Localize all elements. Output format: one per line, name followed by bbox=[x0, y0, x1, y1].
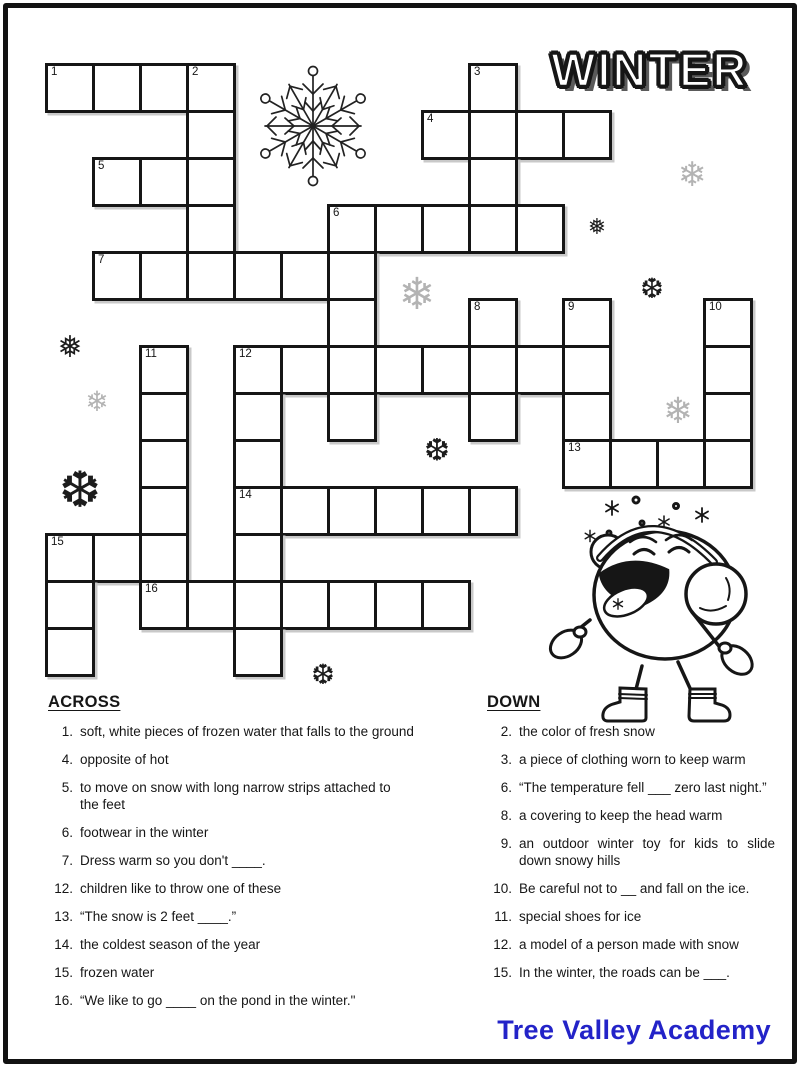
snowflake-icon: ❆ bbox=[311, 658, 335, 691]
cell-number-label: 5 bbox=[98, 160, 105, 172]
across-clue-12 bbox=[47, 881, 457, 898]
across-clue-4 bbox=[47, 752, 457, 769]
crossword-cell-r11-c0[interactable] bbox=[45, 580, 95, 630]
down-clue-9 bbox=[486, 836, 776, 869]
snowflake-icon: ❄ bbox=[398, 269, 436, 320]
brand-logo-text: Tree Valley Academy bbox=[497, 1015, 771, 1045]
crossword-cell-r8-c2[interactable] bbox=[139, 439, 189, 489]
across-header: ACROSS bbox=[48, 693, 121, 711]
crossword-cell-r5-c14[interactable] bbox=[703, 298, 753, 348]
crossword-cell-r3-c3[interactable] bbox=[186, 204, 236, 254]
down-section bbox=[486, 693, 776, 993]
cell-number-label: 9 bbox=[568, 301, 575, 313]
crossword-cell-r6-c2[interactable] bbox=[139, 345, 189, 395]
down-clue-10 bbox=[486, 881, 776, 898]
crossword-cell-r6-c4[interactable] bbox=[233, 345, 283, 395]
crossword-cell-r0-c0[interactable] bbox=[45, 63, 95, 113]
crossword-cell-r6-c14[interactable] bbox=[703, 345, 753, 395]
crossword-cell-r0-c3[interactable] bbox=[186, 63, 236, 113]
cell-number-label: 15 bbox=[51, 536, 64, 548]
clue-number: 12. bbox=[493, 936, 512, 952]
clue-text: a covering to keep the head warm bbox=[519, 808, 723, 823]
crossword-cell-r8-c11[interactable] bbox=[562, 439, 612, 489]
crossword-cell-r5-c11[interactable] bbox=[562, 298, 612, 348]
crossword-cell-r7-c14[interactable] bbox=[703, 392, 753, 442]
crossword-cell-r4-c5[interactable] bbox=[280, 251, 330, 301]
clue-number: 7. bbox=[61, 852, 73, 868]
clue-number: 13. bbox=[54, 908, 73, 924]
clue-text: “We like to go ____ on the pond in the winter." bbox=[80, 992, 356, 1008]
snowflake-icon: ❄ bbox=[662, 391, 694, 432]
crossword-cell-r10-c4[interactable] bbox=[233, 533, 283, 583]
down-clue-6 bbox=[486, 780, 776, 797]
crossword-cell-r9-c4[interactable] bbox=[233, 486, 283, 536]
clue-text: the color of fresh snow bbox=[519, 724, 655, 739]
cell-number-label: 13 bbox=[568, 442, 581, 454]
crossword-cell-r6-c6[interactable] bbox=[327, 345, 377, 395]
clue-number: 3. bbox=[500, 752, 512, 767]
crossword-cell-r4-c4[interactable] bbox=[233, 251, 283, 301]
crossword-cell-r6-c5[interactable] bbox=[280, 345, 330, 395]
crossword-cell-r4-c3[interactable] bbox=[186, 251, 236, 301]
down-clue-8 bbox=[486, 808, 776, 825]
snowflake-icon: ❄ bbox=[85, 385, 109, 418]
cell-number-label: 6 bbox=[333, 207, 340, 219]
crossword-cell-r9-c5[interactable] bbox=[280, 486, 330, 536]
clue-text: Dress warm so you don't ____. bbox=[80, 852, 266, 868]
cell-number-label: 7 bbox=[98, 254, 105, 266]
crossword-cell-r7-c9[interactable] bbox=[468, 392, 518, 442]
clue-text: Be careful not to __ and fall on the ice. bbox=[519, 880, 750, 896]
across-clue-16 bbox=[47, 993, 457, 1010]
clue-number: 9. bbox=[500, 836, 512, 851]
clue-text: an outdoor winter toy for kids to slide down snowy hills bbox=[519, 836, 775, 868]
clue-number: 15. bbox=[54, 964, 73, 980]
crossword-cell-r3-c9[interactable] bbox=[468, 204, 518, 254]
crossword-cell-r3-c8[interactable] bbox=[421, 204, 471, 254]
across-clue-7 bbox=[47, 853, 457, 870]
crossword-cell-r11-c3[interactable] bbox=[186, 580, 236, 630]
clue-number: 11. bbox=[494, 908, 512, 924]
crossword-cell-r11-c8[interactable] bbox=[421, 580, 471, 630]
crossword-cell-r9-c7[interactable] bbox=[374, 486, 424, 536]
crossword-cell-r9-c6[interactable] bbox=[327, 486, 377, 536]
clue-number: 6. bbox=[61, 824, 73, 840]
crossword-cell-r10-c2[interactable] bbox=[139, 533, 189, 583]
clue-text: a model of a person made with snow bbox=[519, 936, 739, 952]
crossword-cell-r12-c0[interactable] bbox=[45, 627, 95, 677]
cell-number-label: 10 bbox=[709, 301, 722, 313]
across-clue-14 bbox=[47, 937, 457, 954]
across-clue-list bbox=[47, 724, 457, 1009]
crossword-cell-r5-c9[interactable] bbox=[468, 298, 518, 348]
down-header: DOWN bbox=[487, 693, 541, 711]
clue-number: 2. bbox=[500, 724, 512, 739]
crossword-cell-r11-c5[interactable] bbox=[280, 580, 330, 630]
across-clue-6 bbox=[47, 825, 457, 842]
clue-text: special shoes for ice bbox=[519, 908, 642, 924]
clue-number: 8. bbox=[500, 808, 512, 823]
across-clue-15 bbox=[47, 965, 457, 982]
crossword-cell-r1-c9[interactable] bbox=[468, 110, 518, 160]
crossword-cell-r8-c4[interactable] bbox=[233, 439, 283, 489]
crossword-cell-r3-c6[interactable] bbox=[327, 204, 377, 254]
down-clue-3 bbox=[486, 752, 776, 769]
clue-text: the coldest season of the year bbox=[80, 936, 261, 952]
clue-text: children like to throw one of these bbox=[80, 880, 282, 896]
snowflake-icon: ❆ bbox=[424, 432, 450, 469]
crossword-cell-r2-c2[interactable] bbox=[139, 157, 189, 207]
snowflake-icon: ❆ bbox=[640, 272, 664, 305]
down-clue-12 bbox=[486, 937, 776, 954]
crossword-cell-r10-c1[interactable] bbox=[92, 533, 142, 583]
crossword-cell-r0-c2[interactable] bbox=[139, 63, 189, 113]
snowflake-icon: ❅ bbox=[587, 215, 607, 240]
crossword-cell-r9-c2[interactable] bbox=[139, 486, 189, 536]
crossword-cell-r0-c9[interactable] bbox=[468, 63, 518, 113]
cell-number-label: 8 bbox=[474, 301, 481, 313]
across-section bbox=[47, 693, 457, 1021]
crossword-cell-r4-c6[interactable] bbox=[327, 251, 377, 301]
cell-number-label: 4 bbox=[427, 113, 434, 125]
crossword-cell-r6-c9[interactable] bbox=[468, 345, 518, 395]
clue-number: 4. bbox=[61, 752, 73, 767]
crossword-cell-r12-c4[interactable] bbox=[233, 627, 283, 677]
clue-text: a piece of clothing worn to keep warm bbox=[519, 752, 746, 767]
clue-number: 12. bbox=[54, 880, 73, 896]
clue-number: 10. bbox=[493, 880, 512, 896]
crossword-cell-r1-c11[interactable] bbox=[562, 110, 612, 160]
crossword-cell-r7-c6[interactable] bbox=[327, 392, 377, 442]
crossword-cell-r2-c1[interactable] bbox=[92, 157, 142, 207]
clue-text: In the winter, the roads can be ___. bbox=[519, 964, 730, 980]
crossword-cell-r7-c11[interactable] bbox=[562, 392, 612, 442]
crossword-cell-r11-c6[interactable] bbox=[327, 580, 377, 630]
clue-text: footwear in the winter bbox=[80, 824, 209, 840]
crossword-cell-r6-c10[interactable] bbox=[515, 345, 565, 395]
clue-text: frozen water bbox=[80, 964, 155, 980]
clue-number: 14. bbox=[54, 936, 73, 952]
crossword-cell-r5-c6[interactable] bbox=[327, 298, 377, 348]
clue-text: “The snow is 2 feet ____.” bbox=[80, 908, 237, 924]
clue-number: 5. bbox=[61, 780, 73, 795]
crossword-cell-r1-c3[interactable] bbox=[186, 110, 236, 160]
crossword-cell-r8-c13[interactable] bbox=[656, 439, 706, 489]
cell-number-label: 11 bbox=[145, 348, 157, 360]
crossword-cell-r7-c4[interactable] bbox=[233, 392, 283, 442]
crossword-cell-r8-c14[interactable] bbox=[703, 439, 753, 489]
crossword-cell-r6-c8[interactable] bbox=[421, 345, 471, 395]
cell-number-label: 1 bbox=[51, 66, 58, 78]
crossword-cell-r3-c7[interactable] bbox=[374, 204, 424, 254]
clue-text: opposite of hot bbox=[80, 752, 169, 767]
crossword-cell-r9-c9[interactable] bbox=[468, 486, 518, 536]
crossword-cell-r11-c7[interactable] bbox=[374, 580, 424, 630]
cell-number-label: 14 bbox=[239, 489, 252, 501]
down-clue-2 bbox=[486, 724, 776, 741]
crossword-cell-r1-c8[interactable] bbox=[421, 110, 471, 160]
clue-text: soft, white pieces of frozen water that falls to the ground bbox=[80, 724, 414, 739]
snowflake-icon: ❆ bbox=[59, 461, 101, 519]
down-clue-list bbox=[486, 724, 776, 981]
crossword-cell-r7-c2[interactable] bbox=[139, 392, 189, 442]
crossword-cell-r9-c8[interactable] bbox=[421, 486, 471, 536]
crossword-cell-r4-c2[interactable] bbox=[139, 251, 189, 301]
cell-number-label: 2 bbox=[192, 66, 199, 78]
page-title: WINTER bbox=[551, 43, 749, 96]
clue-number: 16. bbox=[54, 992, 73, 1008]
crossword-cell-r11-c4[interactable] bbox=[233, 580, 283, 630]
crossword-cell-r2-c3[interactable] bbox=[186, 157, 236, 207]
clue-number: 1. bbox=[61, 724, 73, 739]
clue-text: to move on snow with long narrow strips attached to the feet bbox=[80, 780, 391, 812]
snowflake-icon: ❄ bbox=[677, 155, 707, 195]
crossword-cell-r1-c10[interactable] bbox=[515, 110, 565, 160]
crossword-cell-r11-c2[interactable] bbox=[139, 580, 189, 630]
large-snowflake-illustration bbox=[251, 64, 375, 188]
down-clue-11 bbox=[486, 909, 776, 926]
crossword-cell-r2-c9[interactable] bbox=[468, 157, 518, 207]
crossword-cell-r0-c1[interactable] bbox=[92, 63, 142, 113]
crossword-cell-r4-c1[interactable] bbox=[92, 251, 142, 301]
crossword-cell-r6-c7[interactable] bbox=[374, 345, 424, 395]
clue-number: 15. bbox=[493, 964, 512, 980]
across-clue-13 bbox=[47, 909, 457, 926]
crossword-cell-r3-c10[interactable] bbox=[515, 204, 565, 254]
clue-text: “The temperature fell ___ zero last night.” bbox=[519, 780, 767, 795]
cell-number-label: 3 bbox=[474, 66, 481, 78]
cell-number-label: 12 bbox=[239, 348, 252, 360]
across-clue-1 bbox=[47, 724, 457, 741]
crossword-cell-r10-c0[interactable] bbox=[45, 533, 95, 583]
down-clue-15 bbox=[486, 965, 776, 982]
crossword-cell-r6-c11[interactable] bbox=[562, 345, 612, 395]
clue-number: 6. bbox=[500, 780, 512, 795]
across-clue-5 bbox=[47, 780, 457, 813]
crossword-cell-r8-c12[interactable] bbox=[609, 439, 659, 489]
cell-number-label: 16 bbox=[145, 583, 158, 595]
snowflake-icon: ❅ bbox=[57, 330, 83, 365]
